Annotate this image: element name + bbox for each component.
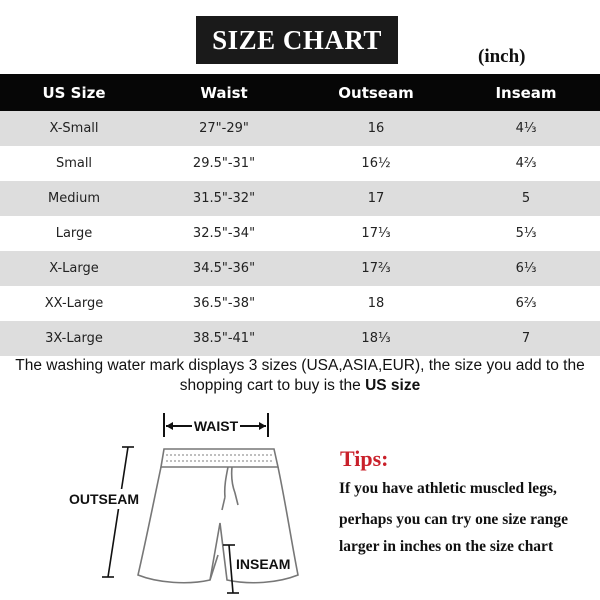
cell-us-size: XX-Large: [0, 286, 148, 321]
table-row: [0, 251, 600, 286]
cell-inseam: 7: [452, 321, 600, 356]
table-row: [0, 146, 600, 181]
cell-inseam: 5: [452, 181, 600, 216]
cell-inseam: 6⅔: [452, 286, 600, 321]
size-note: [0, 356, 600, 396]
cell-outseam: 18⅓: [300, 321, 452, 356]
cell-waist: 32.5"-34": [148, 216, 300, 251]
note-line-1: The washing water mark displays 3 sizes (USA,ASIA,EUR), the size you add to the: [15, 357, 585, 374]
inseam-label: INSEAM: [236, 556, 291, 572]
cell-waist: 31.5"-32": [148, 181, 300, 216]
cell-us-size: X-Small: [0, 111, 148, 146]
cell-us-size: 3X-Large: [0, 321, 148, 356]
note-line-2: [0, 376, 600, 396]
cell-inseam: 4⅔: [452, 146, 600, 181]
table-row: [0, 321, 600, 356]
note-us-size-emphasis: US size: [365, 377, 421, 394]
column-header-outseam: Outseam: [300, 74, 452, 111]
cell-outseam: 16½: [300, 146, 452, 181]
table-row: [0, 111, 600, 146]
outseam-label: OUTSEAM: [69, 491, 139, 507]
column-header-us-size: US Size: [0, 74, 148, 111]
cell-us-size: Large: [0, 216, 148, 251]
cell-inseam: 5⅓: [452, 216, 600, 251]
cell-us-size: Medium: [0, 181, 148, 216]
waist-label: WAIST: [193, 418, 239, 434]
size-chart-title: SIZE CHART: [196, 16, 398, 64]
cell-waist: 34.5"-36": [148, 251, 300, 286]
tips-line: larger in inches on the size chart: [339, 538, 554, 555]
cell-outseam: 17⅔: [300, 251, 452, 286]
cell-waist: 38.5"-41": [148, 321, 300, 356]
tips-line: perhaps you can try one size range: [339, 511, 569, 528]
table-header-row: [0, 74, 600, 111]
cell-us-size: Small: [0, 146, 148, 181]
table-row: [0, 181, 600, 216]
shorts-measurement-diagram: [60, 405, 340, 600]
column-header-inseam: Inseam: [452, 74, 600, 111]
tips-title: Tips:: [340, 446, 389, 471]
note-line-2-text: shopping cart to buy is the: [179, 377, 366, 394]
table-row: [0, 216, 600, 251]
cell-waist: 29.5"-31": [148, 146, 300, 181]
cell-outseam: 17: [300, 181, 452, 216]
cell-waist: 36.5"-38": [148, 286, 300, 321]
cell-us-size: X-Large: [0, 251, 148, 286]
cell-waist: 27"-29": [148, 111, 300, 146]
tips-line: If you have athletic muscled legs,: [339, 480, 557, 497]
cell-outseam: 17⅓: [300, 216, 452, 251]
table-row: [0, 286, 600, 321]
cell-outseam: 16: [300, 111, 452, 146]
size-table: [0, 74, 600, 356]
unit-label: (inch): [478, 46, 526, 67]
cell-outseam: 18: [300, 286, 452, 321]
column-header-waist: Waist: [148, 74, 300, 111]
cell-inseam: 4⅓: [452, 111, 600, 146]
cell-inseam: 6⅓: [452, 251, 600, 286]
